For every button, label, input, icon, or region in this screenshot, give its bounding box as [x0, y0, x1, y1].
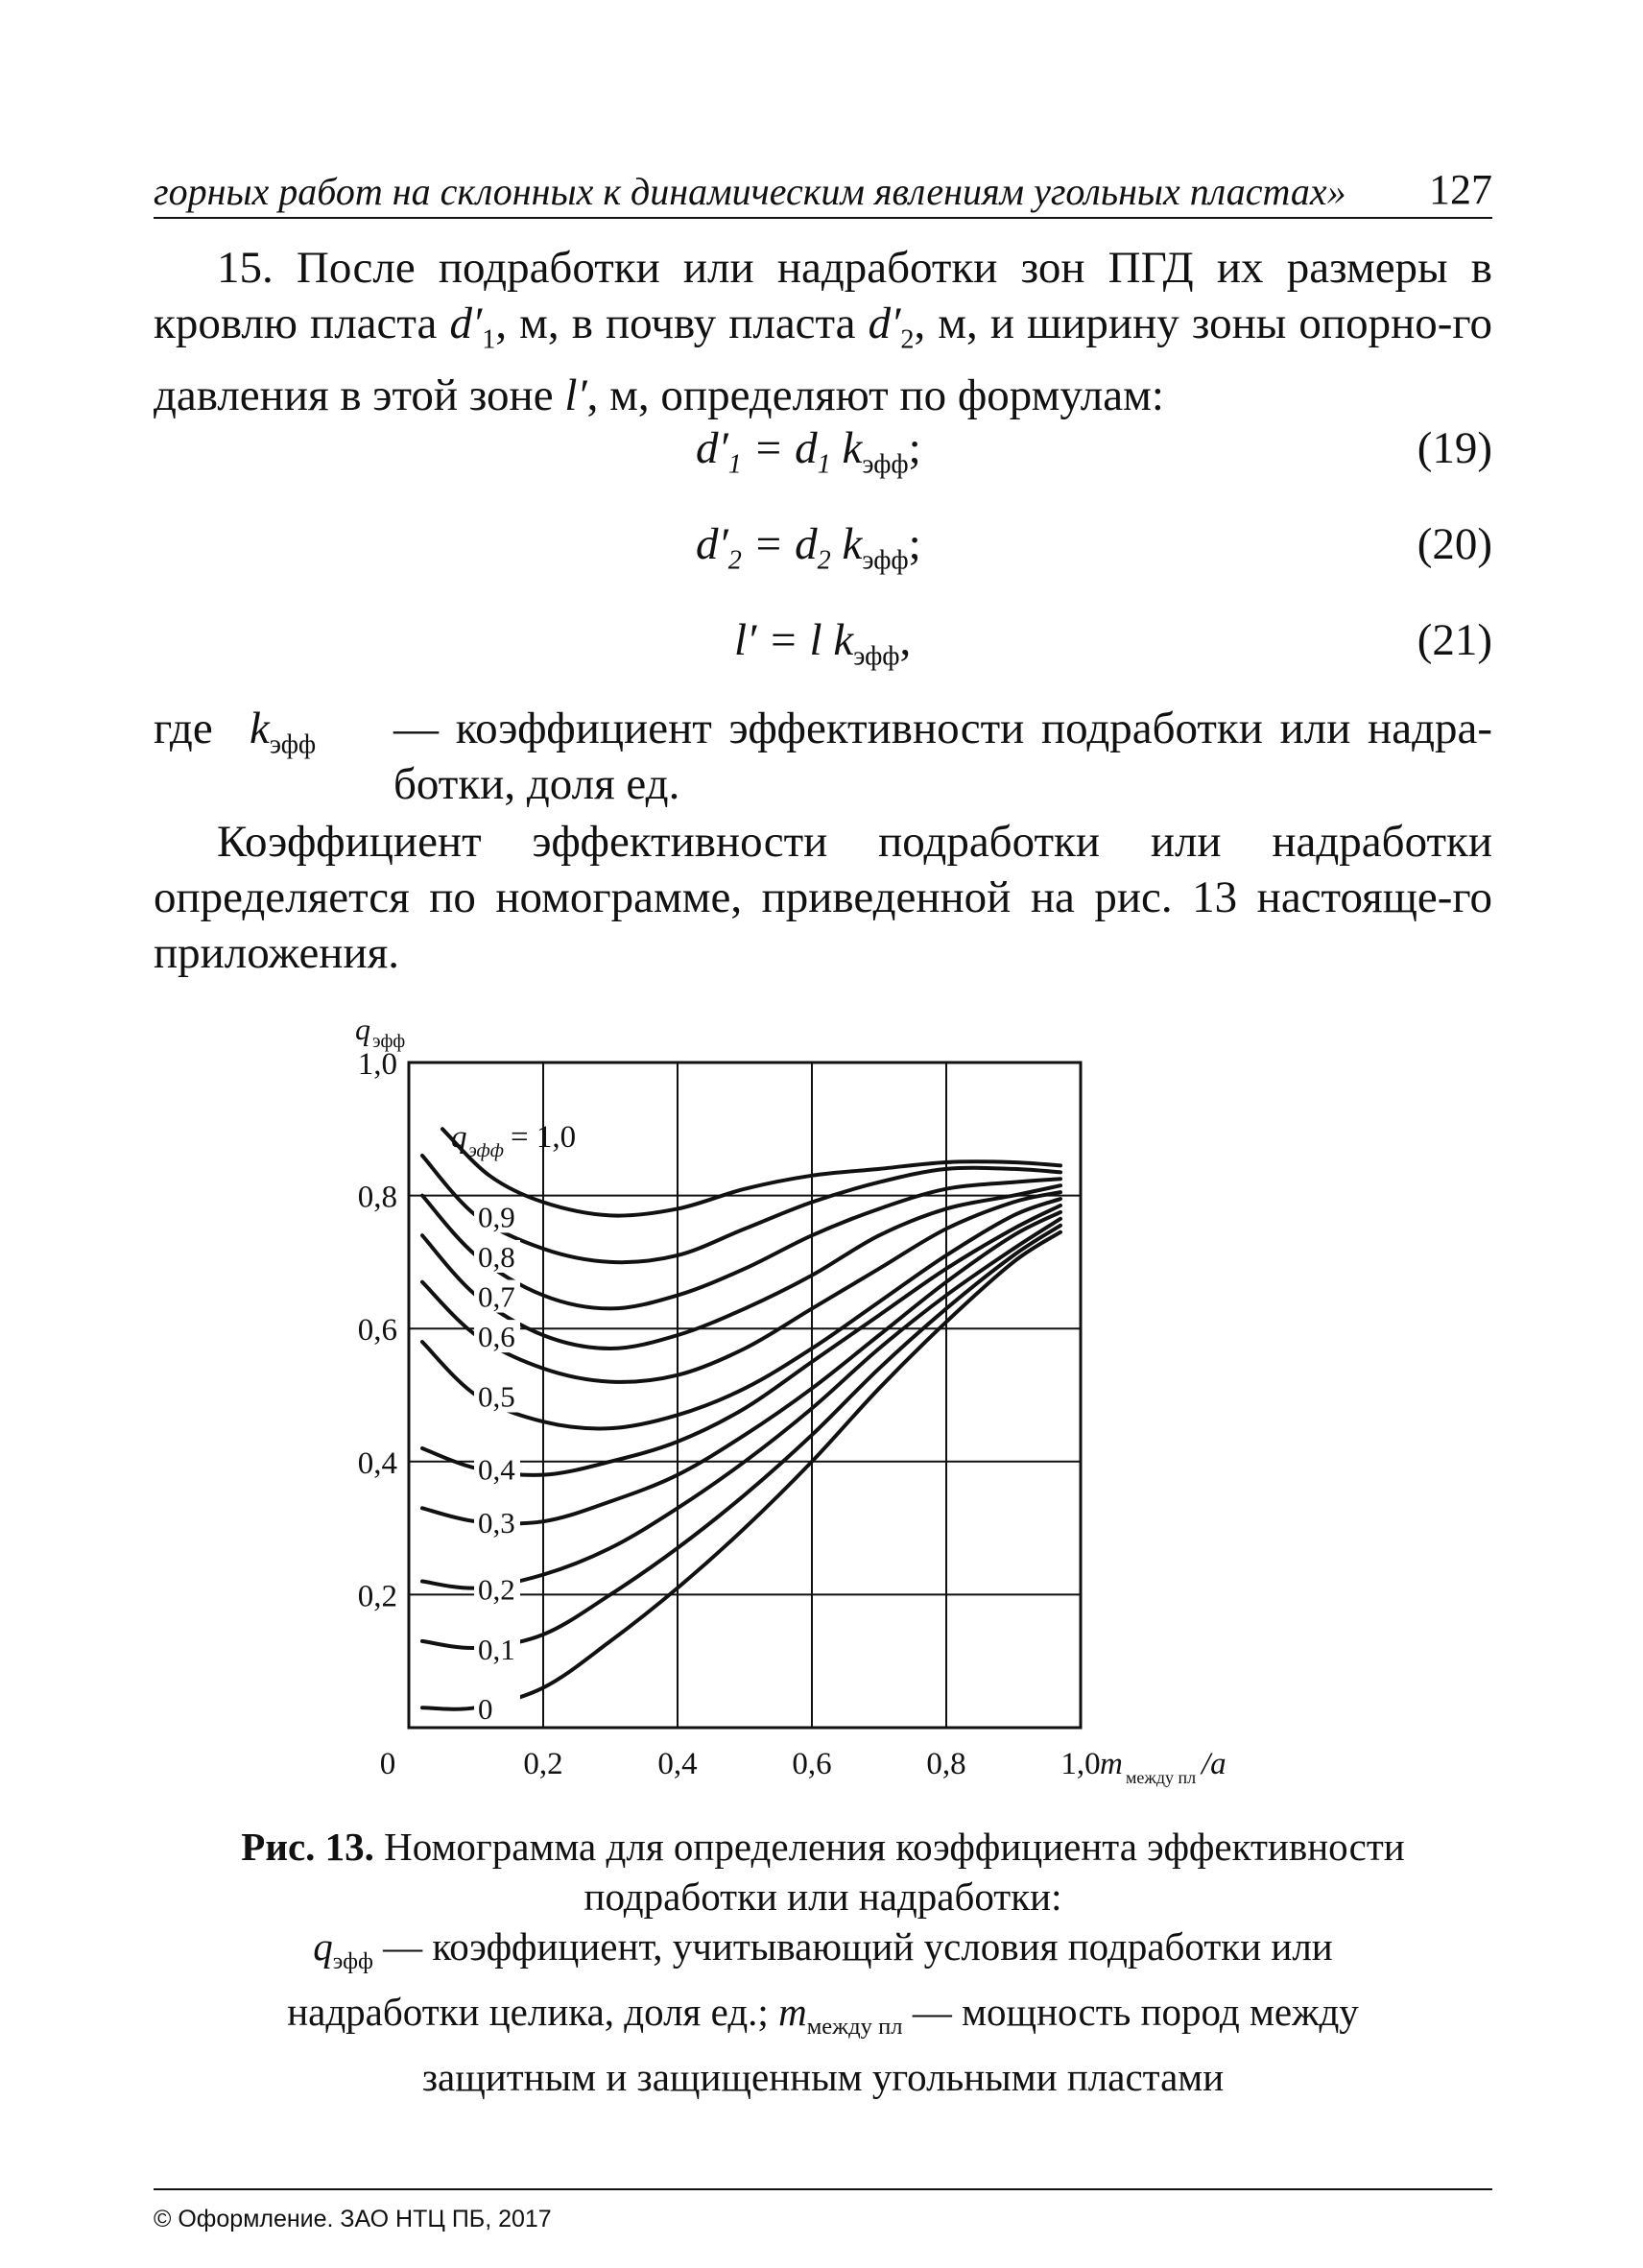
- x-axis-label: m: [1100, 1747, 1123, 1781]
- curve-label: 0,3: [478, 1506, 515, 1540]
- curve-label: 0,5: [478, 1379, 515, 1414]
- figure-label: Рис. 13.: [241, 1825, 374, 1869]
- formula-20: $d'_2 = d_2$ $k_{эфф}$; (20): [696, 519, 1492, 576]
- running-header: [154, 161, 1492, 219]
- top-label: q: [451, 1120, 467, 1155]
- footer-divider: [154, 2188, 1492, 2190]
- curve-label: 0,9: [478, 1200, 515, 1234]
- formula-number: (19): [1417, 423, 1492, 473]
- formula-19: $d'_1 = d_1$ $k_{эфф}$; (19): [696, 423, 1492, 480]
- paragraph-coefficient: Коэффициент эффективности подработки или надработки определяется по номограмме, приведенной на рис. 13 настояще-го приложения.: [154, 817, 1492, 978]
- figure-caption: Рис. 13. Номограмма для определения коэффициента эффективности подработки или надработки: $q_{эфф}$ — коэффициент, учитывающий условия подработки или надработки целика, доля ед.; $m_{между пл}$ — мощность пород между защитным и защищенным угольными пластами: [241, 1825, 1405, 2100]
- y-tick-label: 0,4: [357, 1445, 397, 1481]
- curve-label: 0,8: [478, 1239, 515, 1274]
- x-tick-label: 1,0: [1060, 1747, 1101, 1781]
- x-tick-label: 0,2: [523, 1747, 563, 1781]
- curve-label: 0,2: [478, 1572, 515, 1607]
- top-label-tail: = 1,0: [511, 1120, 577, 1155]
- x-axis-label-sub: между пл: [1126, 1768, 1197, 1787]
- formula-21: l′ = l $k_{эфф}$, (21): [734, 615, 1492, 672]
- curve-label: 0,4: [478, 1452, 515, 1487]
- curve-label: 0,1: [478, 1632, 515, 1666]
- copyright-footer: © Оформление. ЗАО НТЦ ПБ, 2017: [154, 2206, 552, 2232]
- page-number: 127: [1429, 166, 1492, 213]
- x-axis-label-tail: /a: [1202, 1747, 1226, 1781]
- running-title: горных работ на склонных к динамическим явлениям угольных пластах»: [154, 170, 1346, 213]
- definition-k-eff: где $k_{эфф}$ — коэффициент эффективности подработки или надра-ботки, доля ед.: [154, 704, 1492, 809]
- x-tick-label: 0: [379, 1747, 396, 1781]
- formula-number: (21): [1417, 615, 1492, 665]
- curve-label: 0,7: [478, 1279, 515, 1314]
- top-label-sub: эфф: [468, 1140, 504, 1161]
- y-tick-label: 0,2: [357, 1579, 397, 1614]
- y-tick-label: 0,6: [357, 1313, 397, 1349]
- nomogram-chart: [326, 1013, 1392, 1809]
- x-tick-label: 0,6: [792, 1747, 832, 1781]
- x-tick-label: 0,8: [926, 1747, 966, 1781]
- curve-label: 0,6: [478, 1320, 515, 1354]
- y-axis-label-sub: эфф: [372, 1031, 406, 1052]
- curve-label: 0: [478, 1692, 493, 1727]
- formula-number: (20): [1417, 519, 1492, 569]
- paragraph-15: 15. После подработки или надработки зон ПГД их размеры в кровлю пласта $d'_1$, м, в почву пласта $d'_2$, м, и ширину зоны опорно-го давления в этой зоне l′, м, определяют по формулам:: [154, 243, 1492, 421]
- y-tick-label: 0,8: [357, 1180, 397, 1215]
- y-axis-label: q: [355, 1013, 370, 1046]
- x-tick-label: 0,4: [657, 1747, 698, 1781]
- y-tick-label: 1,0: [357, 1047, 397, 1082]
